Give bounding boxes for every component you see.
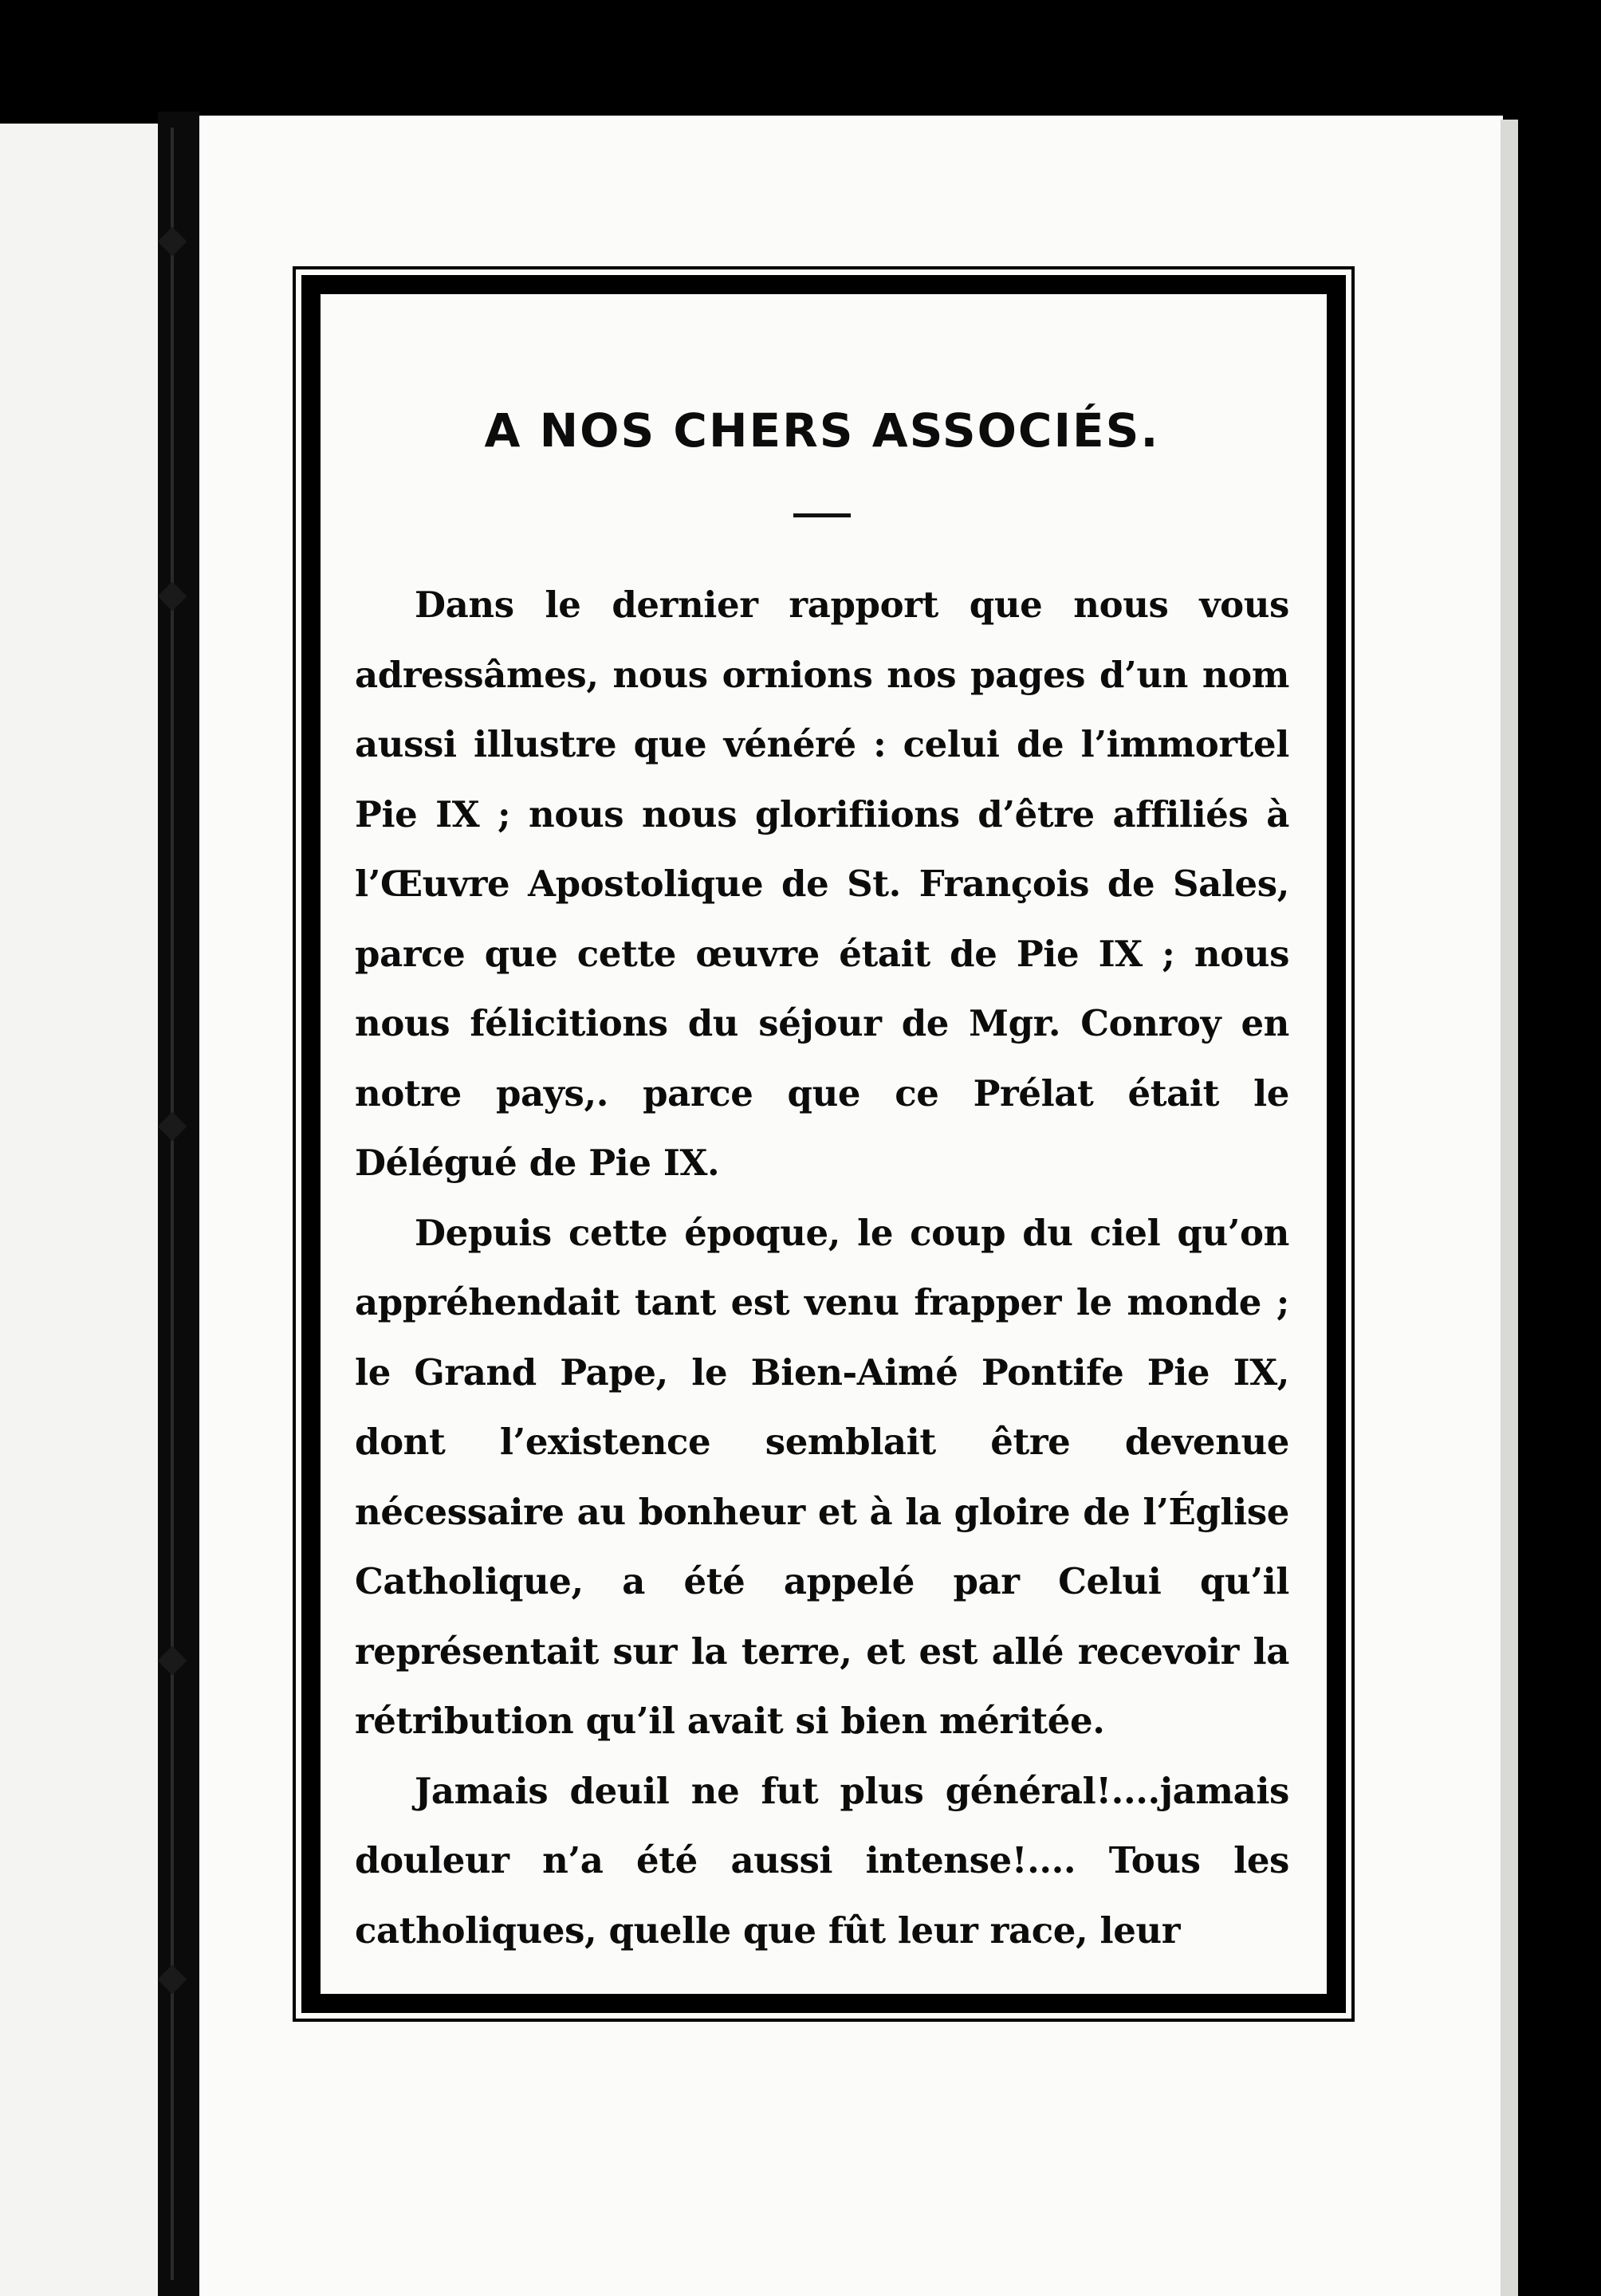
paragraph-1: Dans le dernier rapport que nous vous adressâmes, nous ornions nos pages d’un nom aussi illustre que vénéré : celui de l’immortel Pie IX ; nous nous glorifiions d’être affiliés à l’Œuvre Apostolique de St. François de Sales, parce que cette œuvre était de Pie IX ; nous nous félicitions du séjour de Mgr. Conroy en notre pays,. parce que ce Prélat était le Délégué de Pie IX.	[355, 584, 1289, 1184]
paragraph-2: Depuis cette époque, le coup du ciel qu’on appréhendait tant est venu frapper le monde ; le Grand Pape, le Bien-Aimé Pontife Pie IX, dont l’existence semblait être devenue nécessaire au bonheur et à la gloire de l’Église Catholique, a été appelé par Celui qu’il représentait sur la terre, et est allé recevoir la rétribution qu’il avait si bien méritée.	[355, 1211, 1289, 1742]
title-separator	[793, 513, 851, 517]
document-body	[355, 399, 1289, 1965]
paragraph-3: Jamais deuil ne fut plus général!....jamais douleur n’a été aussi intense!.... Tous les catholiques, quelle que fût leur race, leur	[355, 1769, 1289, 1952]
page-edge	[1501, 120, 1518, 2296]
binding-thread	[171, 128, 174, 2280]
facing-page	[0, 124, 158, 2296]
book-gutter	[158, 112, 199, 2296]
document-title: A NOS CHERS ASSOCIÉS.	[484, 403, 1160, 458]
